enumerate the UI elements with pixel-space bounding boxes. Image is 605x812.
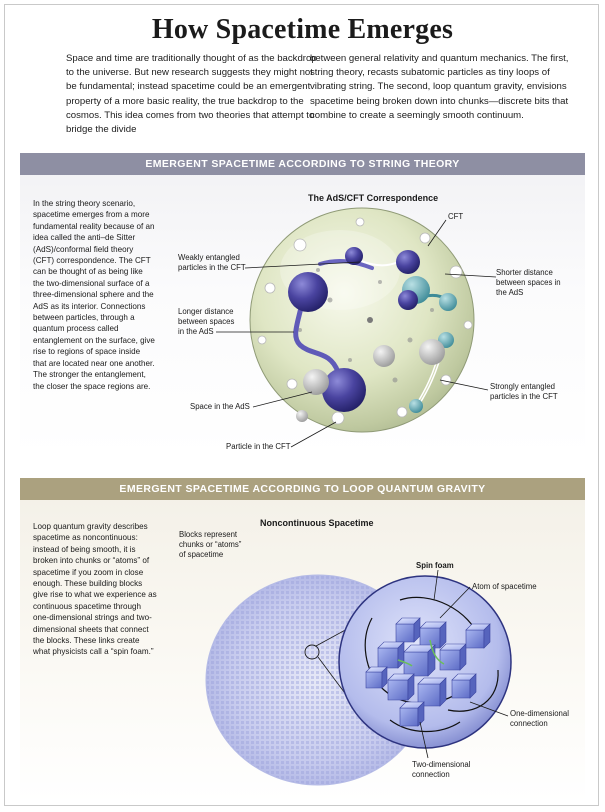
label-particle-in-cft: Particle in the CFT xyxy=(226,442,291,451)
spin-foam-sphere xyxy=(339,576,511,748)
string-theory-banner: EMERGENT SPACETIME ACCORDING TO STRING THEORY xyxy=(20,153,585,175)
label-two-dimensional-connection: Two-dimensional connection xyxy=(412,760,471,779)
label-longer-distance: Longer distance between spaces in the AdS xyxy=(178,307,235,336)
label-strongly-entangled: Strongly entangled particles in the CFT xyxy=(490,382,558,401)
label-atom-of-spacetime: Atom of spacetime xyxy=(472,582,537,591)
loop-gravity-explanation: Loop quantum gravity describes spacetime as noncontinuous: instead of being smooth, it is broken into chunks or “atoms” of spacetime if you zoom in close enough. These building blocks give rise to what we experience as continuous spacetime through one-dimensional strings and two-dimensional sheets that connect the blocks. These links create what physicists call a “spin foam.” xyxy=(33,522,157,657)
ads-cft-sphere xyxy=(250,208,474,432)
label-one-dimensional-connection: One-dimensional connection xyxy=(510,709,569,728)
string-theory-explanation: In the string theory scenario, spacetime emerges from a more fundamental reality because of an idea called the anti–de Sitter (AdS)/conformal field theory (CFT) correspondence. The CFT can be thought of as being like the two-dimensional surface of a three-dimensional sphere and the AdS as its interior. Connections between particles, through a quantum process called entanglement on the surface, give rise to regions of space inside that are located near one another. The stronger the entanglement, the closer the space regions are. xyxy=(33,199,155,391)
ads-cft-diagram-title: The AdS/CFT Correspondence xyxy=(308,193,439,203)
label-weakly-entangled: Weakly entangled particles in the CFT xyxy=(178,253,246,272)
label-spin-foam: Spin foam xyxy=(416,561,454,570)
label-cft: CFT xyxy=(448,212,464,221)
label-shorter-distance: Shorter distance between spaces in the AdS xyxy=(496,268,561,297)
intro-right-column: between general relativity and quantum mechanics. The first, string theory, recasts subatomic particles as tiny loops of vibrating string. The second, loop quantum gravity, envisions spacetime being broken down into chunks—discrete bits that combine to create a seemingly smooth continuum. xyxy=(310,53,569,121)
intro-left-column: Space and time are traditionally thought of as the backdrop to the universe. But new research suggests they might not be fundamental; instead spacetime could be an emergent property of a more basic reality, the true backdrop to the cosmos. This idea comes from two theories that attempt to bridge the divide xyxy=(66,53,317,136)
loop-gravity-banner: EMERGENT SPACETIME ACCORDING TO LOOP QUANTUM GRAVITY xyxy=(20,478,585,500)
label-blocks: Blocks represent chunks or “atoms” of spacetime xyxy=(179,530,242,559)
page-title: How Spacetime Emerges xyxy=(151,14,454,45)
label-space-in-ads: Space in the AdS xyxy=(190,402,250,411)
noncontinuous-diagram-title: Noncontinuous Spacetime xyxy=(260,518,374,528)
